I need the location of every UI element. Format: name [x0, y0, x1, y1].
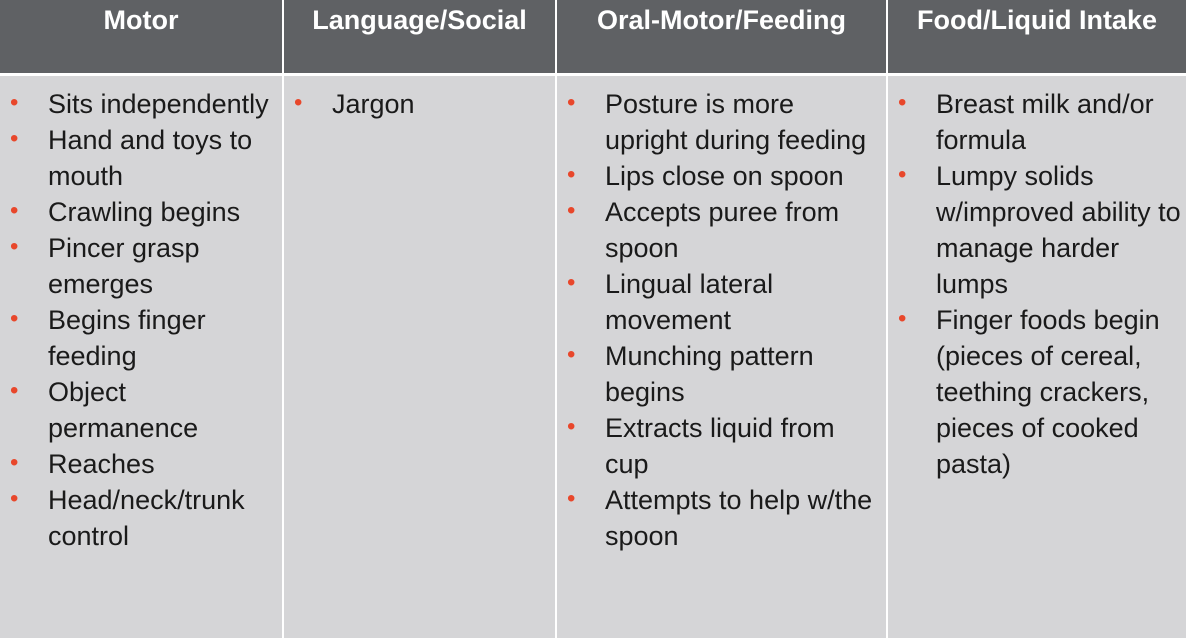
list-item-text: Lips close on spoon	[605, 161, 844, 191]
list-item	[284, 86, 555, 122]
header-motor: Motor	[0, 0, 282, 73]
oral-motor-feeding-list	[557, 86, 886, 554]
header-oral-motor-feeding: Oral-Motor/Feeding	[557, 0, 886, 73]
header-food-liquid-intake: Food/Liquid Intake	[888, 0, 1186, 73]
food-liquid-intake-list	[888, 86, 1186, 482]
list-item-text: Finger foods begin (pieces of cereal, teething crackers, pieces of cooked pasta)	[936, 305, 1160, 479]
bullet-icon: •	[898, 305, 907, 332]
list-item	[888, 158, 1186, 302]
cell-language-social	[284, 76, 555, 638]
list-item-text: Munching pattern begins	[605, 341, 814, 407]
header-language-social: Language/Social	[284, 0, 555, 73]
list-item	[0, 86, 282, 122]
bullet-icon: •	[10, 197, 19, 224]
list-item-text: Begins finger feeding	[48, 305, 206, 371]
list-item-text: Pincer grasp emerges	[48, 233, 200, 299]
list-item-text: Attempts to help w/the spoon	[605, 485, 873, 551]
list-item	[0, 194, 282, 230]
bullet-icon: •	[10, 449, 19, 476]
bullet-icon: •	[10, 89, 19, 116]
bullet-icon: •	[10, 377, 19, 404]
bullet-icon: •	[567, 269, 576, 296]
bullet-icon: •	[567, 485, 576, 512]
list-item-text: Reaches	[48, 449, 155, 479]
list-item-text: Breast milk and/or formula	[936, 89, 1154, 155]
list-item-text: Sits independently	[48, 89, 269, 119]
bullet-icon: •	[567, 341, 576, 368]
list-item	[0, 482, 282, 554]
bullet-icon: •	[567, 89, 576, 116]
list-item-text: Posture is more upright during feeding	[605, 89, 867, 155]
list-item-text: Object permanence	[48, 377, 199, 443]
bullet-icon: •	[294, 89, 303, 116]
list-item	[557, 86, 886, 158]
language-social-list	[284, 86, 555, 122]
bullet-icon: •	[898, 161, 907, 188]
bullet-icon: •	[567, 197, 576, 224]
list-item	[888, 86, 1186, 158]
list-item-text: Crawling begins	[48, 197, 241, 227]
bullet-icon: •	[10, 305, 19, 332]
list-item	[557, 194, 886, 266]
list-item	[0, 230, 282, 302]
list-item	[0, 302, 282, 374]
bullet-icon: •	[898, 89, 907, 116]
list-item-text: Hand and toys to mouth	[48, 125, 253, 191]
bullet-icon: •	[10, 125, 19, 152]
list-item-text: Extracts liquid from cup	[605, 413, 835, 479]
list-item	[557, 482, 886, 554]
list-item	[557, 266, 886, 338]
cell-food-liquid-intake	[888, 76, 1186, 638]
motor-list	[0, 86, 282, 554]
list-item-text: Accepts puree from spoon	[605, 197, 840, 263]
list-item	[557, 338, 886, 410]
list-item	[0, 446, 282, 482]
bullet-icon: •	[567, 161, 576, 188]
list-item	[557, 158, 886, 194]
cell-motor	[0, 76, 282, 638]
list-item-text: Lumpy solids w/improved ability to manage harder lumps	[936, 161, 1181, 299]
list-item	[557, 410, 886, 482]
list-item	[0, 374, 282, 446]
bullet-icon: •	[10, 233, 19, 260]
list-item	[888, 302, 1186, 482]
cell-oral-motor-feeding	[557, 76, 886, 638]
list-item-text: Lingual lateral movement	[605, 269, 774, 335]
bullet-icon: •	[567, 413, 576, 440]
list-item	[0, 122, 282, 194]
list-item-text: Jargon	[332, 89, 415, 119]
list-item-text: Head/neck/trunk control	[48, 485, 245, 551]
bullet-icon: •	[10, 485, 19, 512]
